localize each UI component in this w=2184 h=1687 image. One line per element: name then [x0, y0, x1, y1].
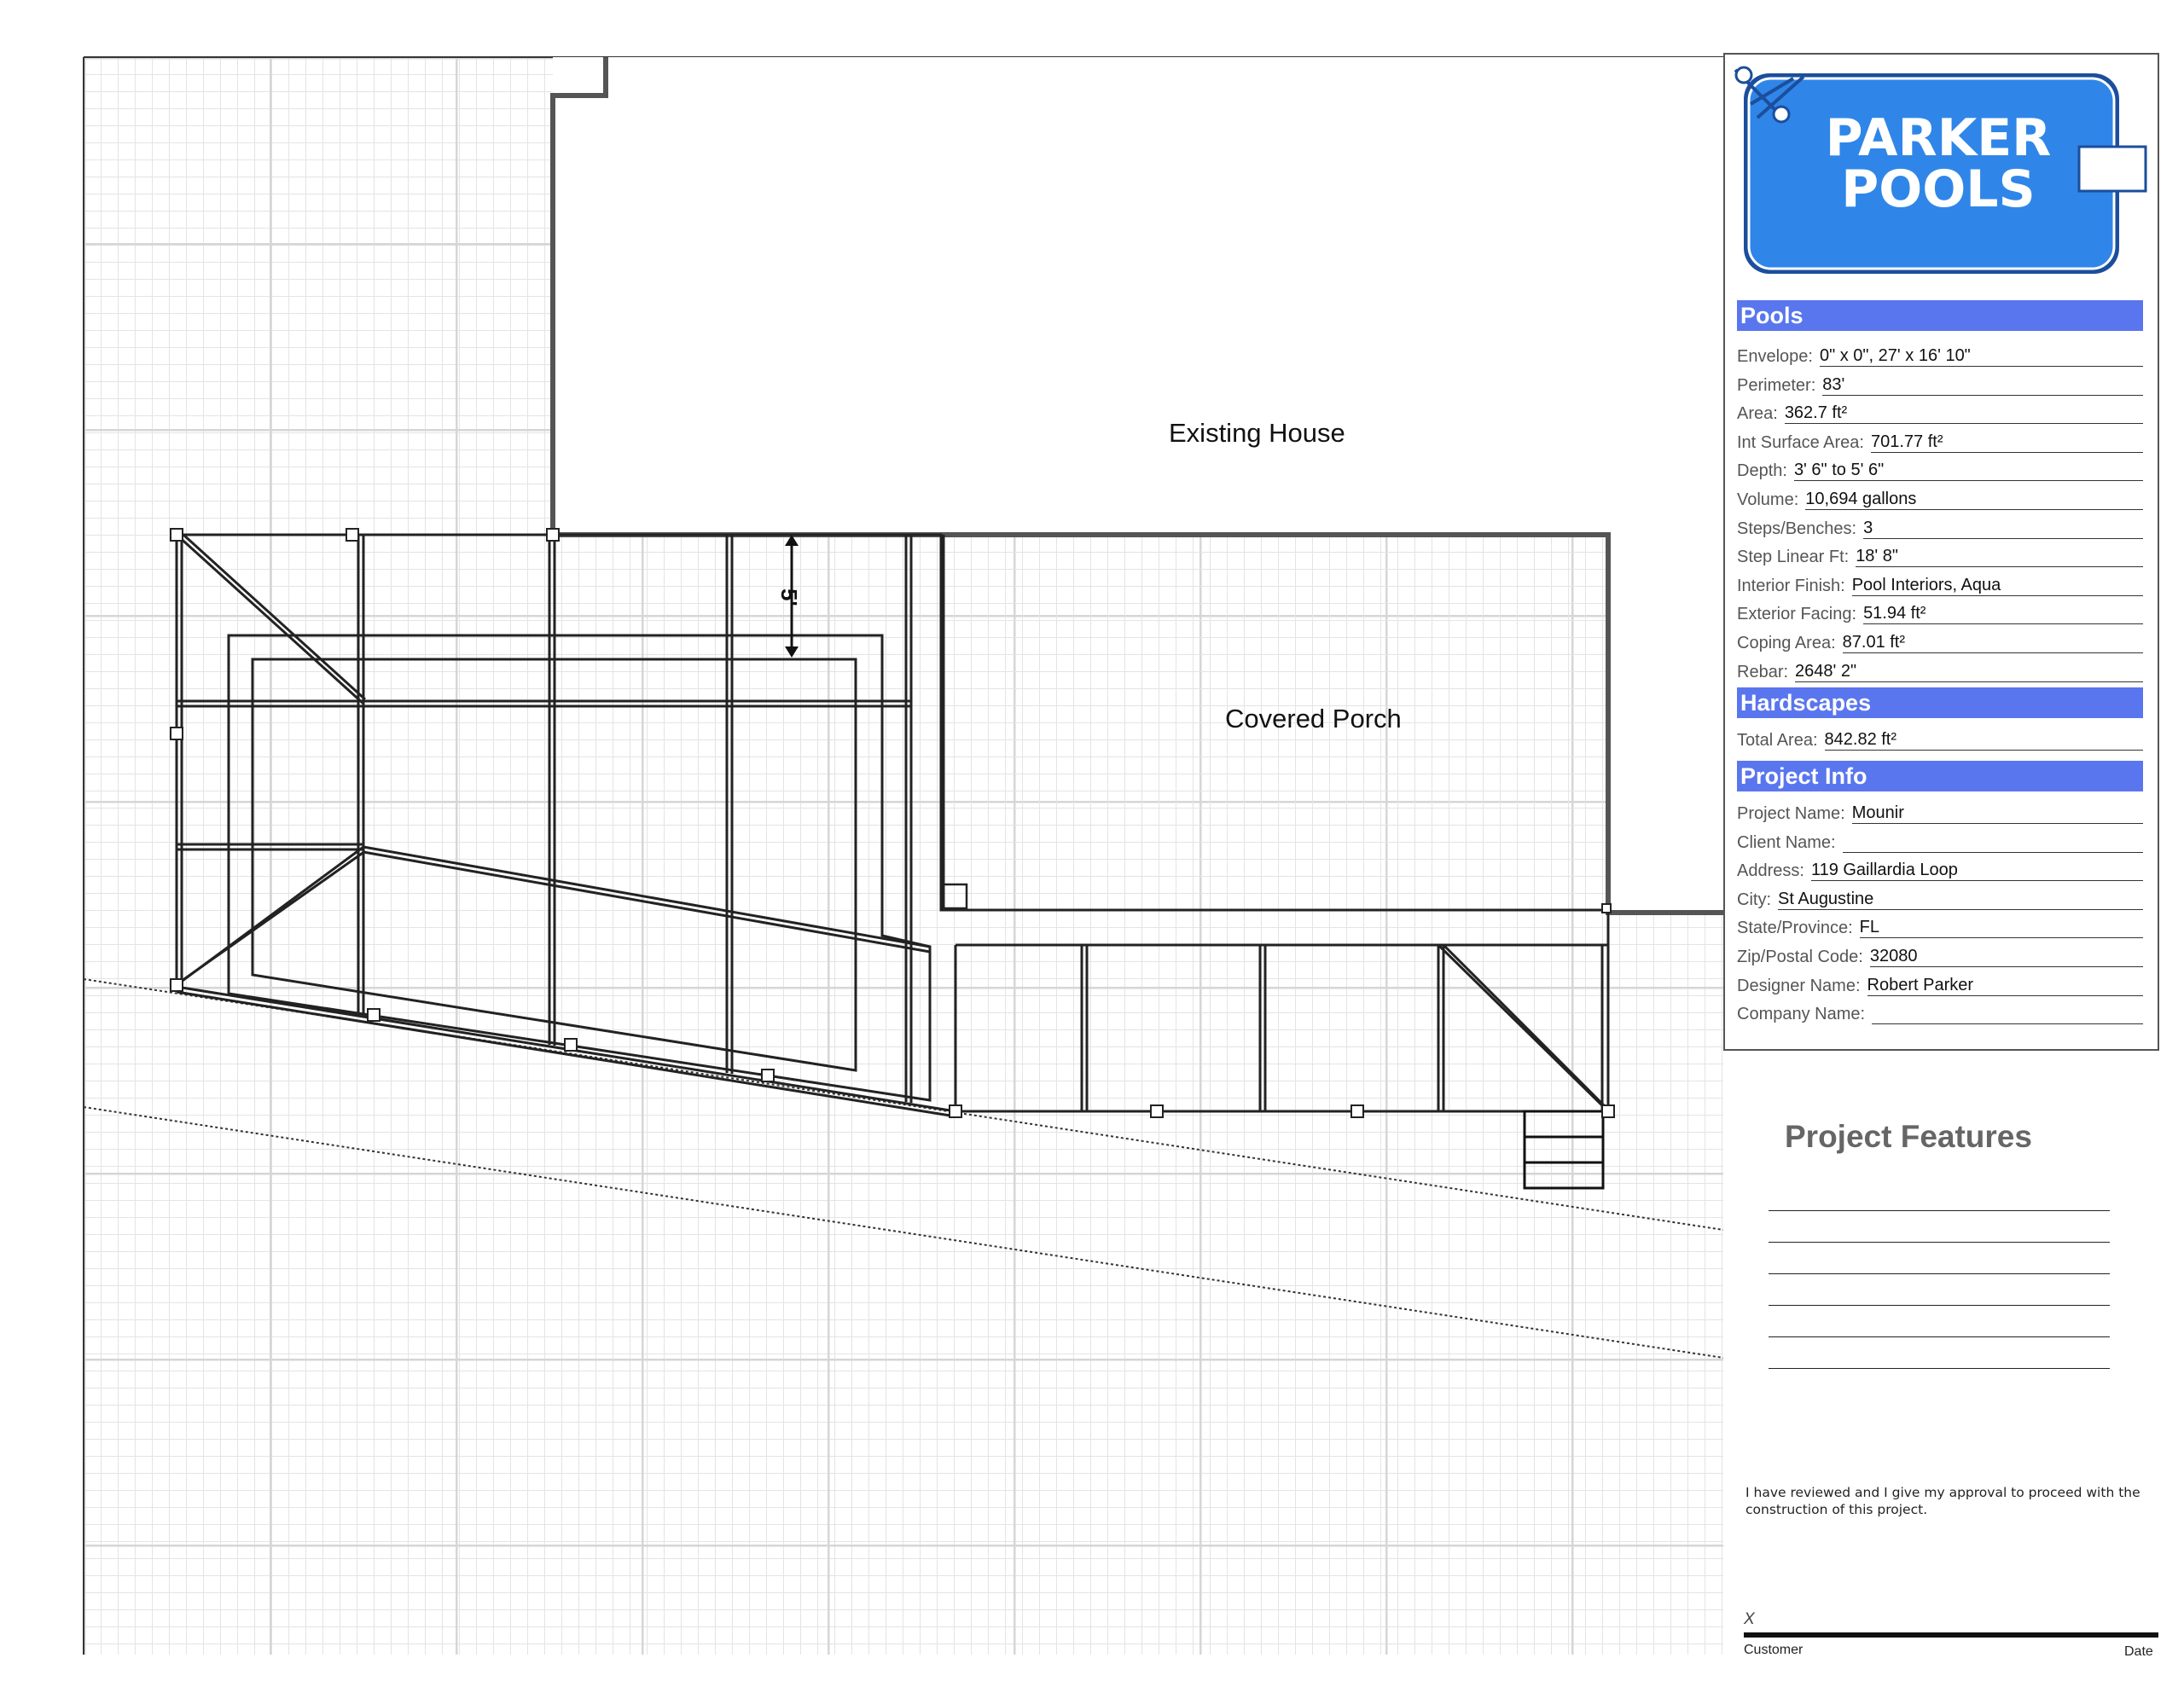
- title-block-panel: [1723, 53, 2158, 1665]
- field-label: Volume:: [1737, 490, 1799, 509]
- field-value[interactable]: 842.82 ft²: [1825, 729, 2143, 751]
- pool-stat-row: [1737, 571, 2143, 596]
- field-value[interactable]: [1843, 852, 2143, 853]
- parker-pools-logo: [1725, 55, 2158, 292]
- field-value[interactable]: 701.77 ft²: [1871, 432, 2143, 453]
- pool-stat-row: [1737, 513, 2143, 539]
- field-value[interactable]: 3' 6" to 5' 6": [1794, 460, 2143, 481]
- project-field-row: [1737, 798, 2143, 824]
- field-value[interactable]: FL: [1860, 917, 2143, 938]
- field-value[interactable]: [1872, 1023, 2143, 1024]
- pool-stat-row: [1737, 657, 2143, 682]
- feature-line[interactable]: [1769, 1305, 2110, 1306]
- field-label: Coping Area:: [1737, 634, 1836, 652]
- signature-x-mark: X: [1744, 1610, 1755, 1628]
- field-label: Depth:: [1737, 461, 1787, 481]
- feature-line[interactable]: [1769, 1242, 2110, 1243]
- project-info-section-header: Project Info: [1737, 761, 2143, 791]
- field-label: Zip/Postal Code:: [1737, 948, 1863, 966]
- field-label: Envelope:: [1737, 347, 1813, 366]
- project-field-row: [1737, 827, 2143, 853]
- covered-porch-label: Covered Porch: [1225, 704, 1402, 733]
- field-label: Client Name:: [1737, 832, 1836, 852]
- existing-house-label: Existing House: [1169, 418, 1345, 448]
- approval-statement: I have reviewed and I give my approval to proceed with the construction of this project.: [1745, 1485, 2140, 1517]
- pools-section-header: Pools: [1737, 300, 2143, 331]
- field-label: Address:: [1737, 861, 1804, 881]
- project-field-row: [1737, 971, 2143, 996]
- field-label: Int Surface Area:: [1737, 432, 1864, 452]
- project-field-row: [1737, 942, 2143, 967]
- field-label: Step Linear Ft:: [1737, 548, 1850, 567]
- logo-line-2: POOLS: [1841, 159, 2036, 219]
- project-field-row: [1737, 913, 2143, 938]
- field-label: Exterior Facing:: [1737, 605, 1857, 624]
- project-field-row: [1737, 855, 2143, 881]
- field-value[interactable]: Robert Parker: [1867, 975, 2143, 996]
- dimension-label: 5': [776, 588, 802, 606]
- field-value[interactable]: 2648' 2": [1795, 661, 2143, 682]
- feature-line[interactable]: [1769, 1336, 2110, 1337]
- field-value[interactable]: 10,694 gallons: [1805, 489, 2143, 510]
- field-label: Total Area:: [1737, 731, 1818, 750]
- field-value[interactable]: 18' 8": [1856, 546, 2143, 567]
- field-label: Interior Finish:: [1737, 576, 1845, 595]
- pool-stat-row: [1737, 542, 2143, 567]
- logo-line-1: PARKER: [1825, 108, 2052, 168]
- field-value[interactable]: 0" x 0", 27' x 16' 10": [1820, 345, 2143, 367]
- field-value[interactable]: St Augustine: [1778, 889, 2143, 910]
- pool-stat-row: [1737, 484, 2143, 510]
- hardscapes-section-header: Hardscapes: [1737, 687, 2143, 718]
- customer-label: Customer: [1744, 1643, 1804, 1657]
- signature-line[interactable]: [1744, 1632, 2158, 1638]
- feature-line[interactable]: [1769, 1368, 2110, 1369]
- project-field-row: [1737, 999, 2143, 1024]
- field-value[interactable]: 32080: [1870, 946, 2143, 967]
- field-value[interactable]: 119 Gaillardia Loop: [1811, 860, 2143, 881]
- field-value[interactable]: Pool Interiors, Aqua: [1852, 575, 2143, 596]
- field-value[interactable]: 362.7 ft²: [1785, 403, 2143, 424]
- project-features-title: Project Features: [1785, 1119, 2032, 1154]
- feature-line[interactable]: [1769, 1273, 2110, 1274]
- field-label: Designer Name:: [1737, 976, 1861, 995]
- feature-line[interactable]: [1769, 1210, 2110, 1211]
- pool-stat-row: [1737, 427, 2143, 453]
- field-label: Rebar:: [1737, 662, 1789, 681]
- field-value[interactable]: 3: [1863, 518, 2143, 539]
- field-label: State/Province:: [1737, 919, 1853, 938]
- field-value[interactable]: Mounir: [1852, 803, 2143, 824]
- field-label: City:: [1737, 890, 1771, 909]
- pool-stat-row: [1737, 455, 2143, 481]
- pool-stat-row: [1737, 599, 2143, 624]
- field-label: Company Name:: [1737, 1005, 1866, 1024]
- date-label: Date: [2124, 1644, 2153, 1659]
- pool-stat-row: [1737, 398, 2143, 424]
- field-value[interactable]: 83': [1822, 374, 2143, 396]
- project-info-box: [1723, 290, 2159, 1051]
- hardscape-stat-row: [1737, 725, 2143, 751]
- pool-stat-row: [1737, 341, 2143, 367]
- field-label: Steps/Benches:: [1737, 519, 1857, 538]
- logo-box: [1723, 53, 2159, 293]
- pool-stat-row: [1737, 628, 2143, 653]
- field-label: Area:: [1737, 404, 1778, 424]
- pool-stat-row: [1737, 370, 2143, 396]
- field-value[interactable]: 87.01 ft²: [1843, 632, 2143, 653]
- project-field-row: [1737, 884, 2143, 910]
- field-label: Perimeter:: [1737, 375, 1816, 395]
- field-label: Project Name:: [1737, 804, 1845, 823]
- field-value[interactable]: 51.94 ft²: [1863, 603, 2143, 624]
